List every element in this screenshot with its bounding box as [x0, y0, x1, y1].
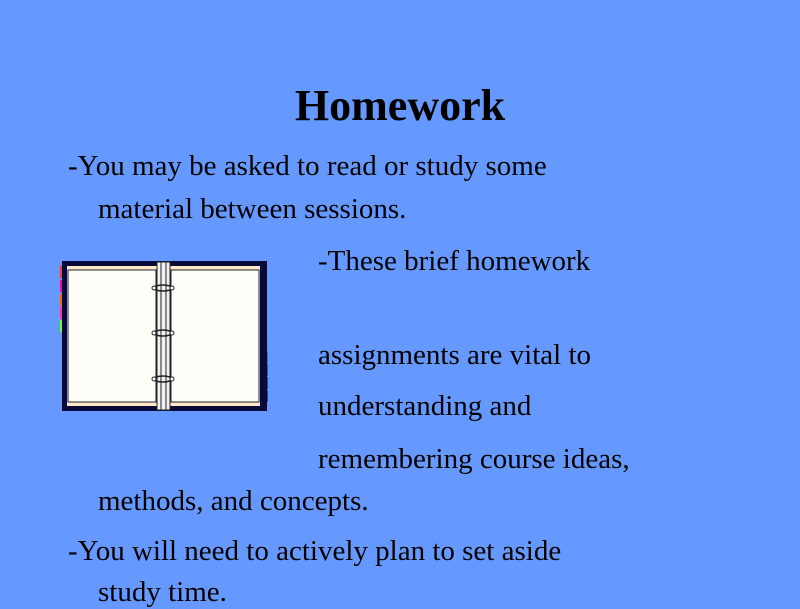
bullet-line-2: material between sessions. [98, 193, 407, 225]
slide-title: Homework [294, 81, 506, 130]
bullet-line-1: -You may be asked to read or study some [68, 150, 547, 182]
bullet-line-8: -You will need to actively plan to set aside [68, 535, 562, 567]
bullet-line-4: assignments are vital to [318, 339, 592, 371]
bullet-line-7: methods, and concepts. [98, 485, 369, 517]
binder-notebook-icon [60, 260, 270, 412]
bullet-line-3: -These brief homework [318, 245, 591, 277]
bullet-line-9: study time. [98, 576, 227, 608]
bullet-line-5: understanding and [318, 390, 532, 422]
bullet-line-6: remembering course ideas, [318, 443, 630, 475]
